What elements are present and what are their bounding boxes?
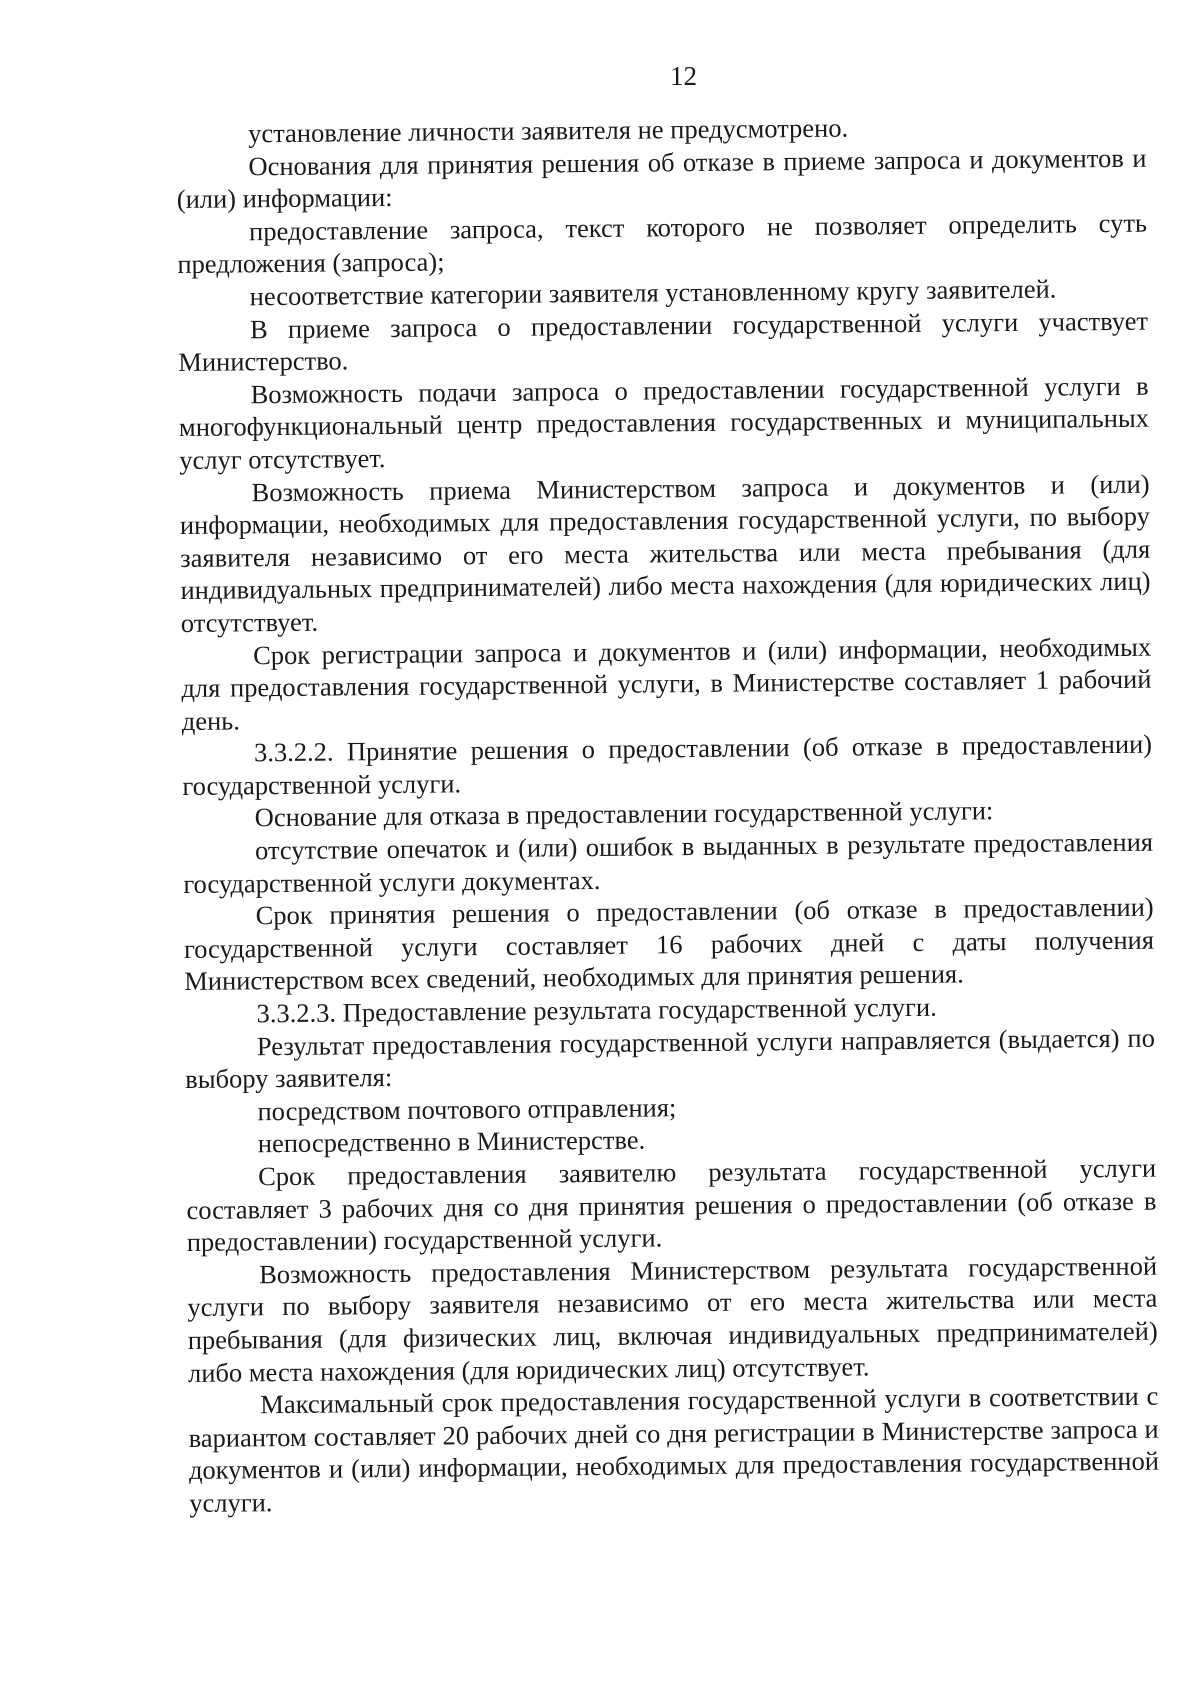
- paragraph: несоответствие категории заявителя установленному кругу заявителей.: [249, 273, 1057, 312]
- paragraph: отсутствие опечаток и (или) ошибок в выданных в результате предоставления государственной услуги документах.: [183, 826, 1154, 899]
- paragraph: В приеме запроса о предоставлении государственной услуги участвует Министерство.: [178, 305, 1149, 378]
- page-number: 12: [670, 61, 697, 91]
- paragraph: Возможность приема Министерством запроса и документов и (или) информации, необходимых для предоставления государственной услуги, по выбору заявителя независимо от его места жительства или места пребывания (для индивидуальных предпринимателей) либо места нахождения (для юридических лиц) отсутствует.: [179, 468, 1151, 638]
- paragraph: Возможность подачи запроса о предоставлении государственной услуги в многофункциональный центр предоставления государственных и муниципальных услуг отсутствует.: [178, 370, 1150, 475]
- paragraph: Срок предоставления заявителю результата государственной услуги составляет 3 рабочих дня со дня принятия решения о предоставлении (об отказе в предоставлении) государственной услуги.: [186, 1152, 1157, 1258]
- paragraph: Основания для принятия решения об отказе в приеме запроса и документов и (или) информации:: [176, 142, 1147, 215]
- paragraph: Срок принятия решения о предоставлении (об отказе в предоставлении) государственной услуги составляет 16 рабочих дней с даты получения Министерством всех сведений, необходимых для принятия решения.: [183, 891, 1155, 997]
- paragraph: 3.3.2.2. Принятие решения о предоставлении (об отказе в предоставлении) государственной услуги.: [182, 728, 1153, 801]
- paragraph: предоставление запроса, текст которого не позволяет определить суть предложения (запроса);: [177, 207, 1148, 280]
- paragraph: Результат предоставления государственной услуги направляется (выдается) по выбору заявителя:: [185, 1022, 1156, 1095]
- paragraph: 3.3.2.3. Предоставление результата государственной услуги.: [256, 991, 937, 1029]
- document-body: [176, 109, 1159, 1520]
- paragraph: Максимальный срок предоставления государственной услуги в соответствии с вариантом составляет 20 рабочих дней со дня регистрации в Министерстве запроса и документов и (или) информации, необходимых для предоставления государственной услуги.: [188, 1380, 1160, 1518]
- paragraph: Основание для отказа в предоставлении государственной услуги:: [254, 795, 994, 833]
- paragraph: непосредственно в Министерстве.: [257, 1124, 646, 1159]
- paragraph: Срок регистрации запроса и документов и (или) информации, необходимых для предоставления государственной услуги, в Министерстве составляет 1 рабочий день.: [181, 631, 1152, 736]
- paragraph: посредством почтового отправления;: [257, 1092, 677, 1127]
- paragraph: Возможность предоставления Министерством результата государственной услуги по выбору заявителя независимо от его места жительства или места пребывания (для физических лиц, включая индивидуальных предпринимателей) либо места нахождения (для юридических лиц) отсутствует.: [187, 1250, 1158, 1388]
- paragraph: установление личности заявителя не предусмотрено.: [248, 112, 849, 149]
